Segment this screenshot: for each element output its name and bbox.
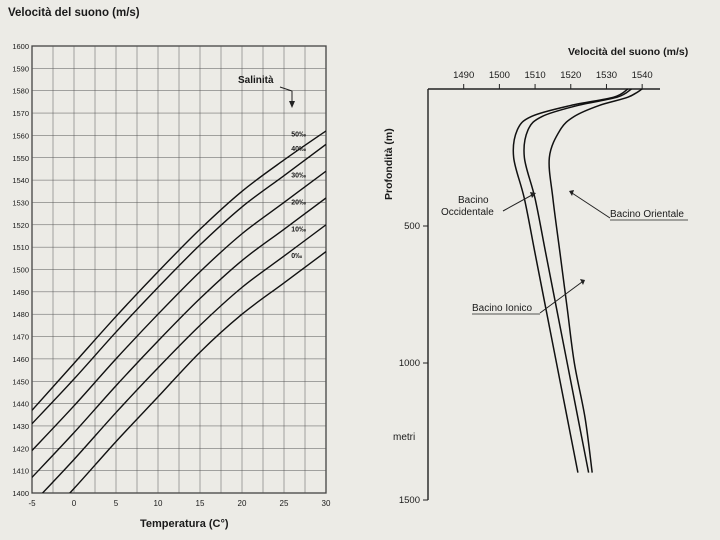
left-series-label: 10‰: [291, 226, 306, 234]
left-y-tick-label: 1410: [12, 466, 29, 476]
left-y-tick-label: 1420: [12, 444, 29, 454]
left-y-tick-label: 1490: [12, 287, 29, 297]
right-depth-tick-labels: [399, 221, 428, 506]
right-x-tick-labels: [453, 70, 653, 89]
left-y-tick-label: 1500: [12, 265, 29, 275]
left-y-tick-label: 1520: [12, 220, 29, 230]
left-y-tick-label: 1530: [12, 198, 29, 208]
label-bacino-occidentale-line1: Bacino: [458, 195, 489, 206]
left-x-tick-labels: [28, 499, 331, 508]
pointer-ionico: [540, 282, 582, 313]
left-x-axis-label: Temperatura (C°): [140, 518, 229, 530]
left-x-tick-label: 5: [113, 499, 119, 508]
left-y-tick-label: 1560: [12, 131, 29, 141]
label-bacino-ionico: Bacino Ionico: [472, 303, 533, 314]
left-x-tick-label: 10: [153, 499, 163, 508]
right-series-line: [549, 89, 642, 473]
right-x-tick-label: 1520: [560, 70, 582, 81]
left-y-tick-label: 1580: [12, 86, 29, 96]
right-depth-tick-label: 1500: [398, 495, 420, 506]
left-x-tick-label: -5: [28, 499, 36, 508]
right-x-tick-label: 1490: [453, 70, 475, 81]
pointer-ionico-head: [580, 279, 585, 285]
left-y-tick-label: 1590: [12, 64, 29, 74]
legend-title-salinita: Salinità: [238, 75, 274, 86]
left-y-tick-label: 1440: [12, 399, 29, 409]
left-series-label: 0‰: [291, 253, 303, 261]
right-depth-tick-label: 500: [404, 221, 420, 232]
left-y-tick-label: 1470: [12, 332, 29, 342]
pointer-orientale-head: [569, 190, 574, 196]
left-chart-title: Velocità del suono (m/s): [8, 7, 140, 19]
salinity-temperature-chart: [8, 7, 331, 533]
left-y-tick-label: 1600: [12, 42, 29, 51]
left-y-tick-label: 1540: [12, 176, 29, 186]
left-series-label: 40‰: [291, 145, 306, 153]
right-x-tick-label: 1540: [631, 70, 653, 81]
legend-arrow-head: [289, 101, 295, 108]
right-x-tick-label: 1530: [595, 70, 618, 81]
left-y-tick-label: 1400: [12, 489, 29, 498]
right-series-group: [513, 89, 642, 473]
left-y-tick-label: 1480: [12, 310, 29, 320]
depth-profile-chart: [383, 46, 688, 506]
left-x-tick-label: 25: [279, 499, 289, 508]
depth-unit-label: metri: [393, 432, 416, 443]
right-x-tick-label: 1500: [488, 70, 510, 81]
left-y-tick-label: 1550: [12, 153, 29, 163]
right-depth-tick-label: 1000: [398, 358, 420, 369]
label-bacino-orientale: Bacino Orientale: [610, 209, 684, 220]
pointer-orientale: [572, 193, 610, 218]
right-series-line: [513, 89, 628, 473]
right-y-axis-label: Profondità (m): [383, 128, 395, 200]
pointer-occidentale: [503, 195, 532, 211]
left-x-tick-label: 20: [237, 499, 247, 508]
left-series-label: 30‰: [291, 172, 306, 180]
left-y-tick-label: 1450: [12, 377, 29, 387]
right-chart-title: Velocità del suono (m/s): [568, 46, 689, 58]
left-x-tick-label: 0: [71, 499, 77, 508]
left-y-tick-labels: [12, 42, 29, 498]
left-grid: [32, 46, 326, 493]
left-series-label: 20‰: [291, 199, 306, 207]
left-y-tick-label: 1570: [12, 109, 29, 119]
label-bacino-occidentale-line2: Occidentale: [441, 207, 494, 218]
left-x-tick-label: 15: [195, 499, 205, 508]
right-x-tick-label: 1510: [524, 70, 546, 81]
left-x-tick-label: 30: [321, 499, 331, 508]
left-y-tick-label: 1510: [12, 243, 29, 253]
left-series-label: 50‰: [291, 131, 306, 139]
left-y-tick-label: 1460: [12, 354, 29, 364]
left-y-tick-label: 1430: [12, 421, 29, 431]
